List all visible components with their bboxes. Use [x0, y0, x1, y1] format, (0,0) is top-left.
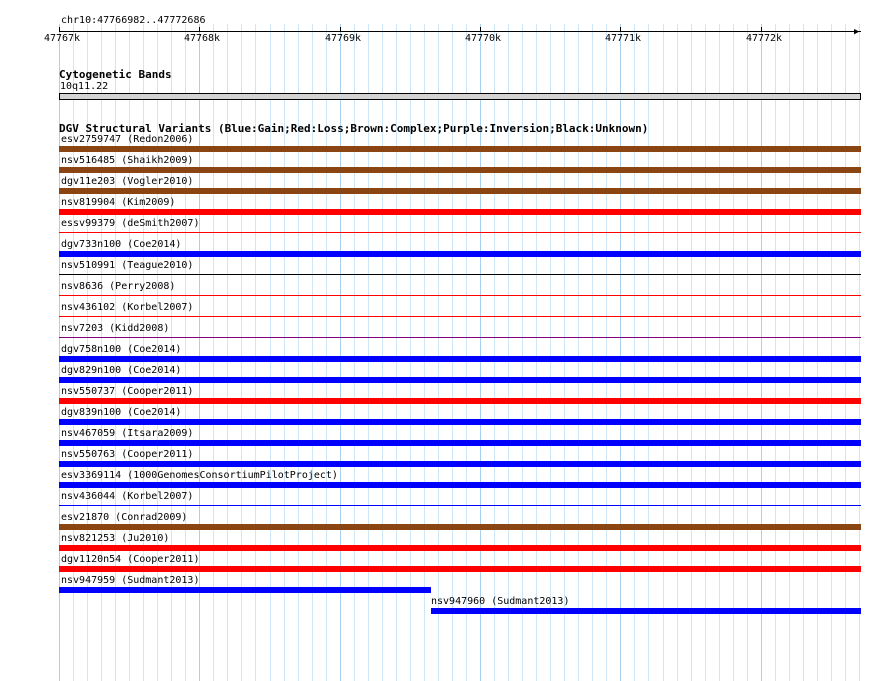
dgv-feature-label: nsv947960 (Sudmant2013) [431, 596, 570, 607]
grid-line [705, 24, 706, 681]
grid-line [817, 24, 818, 681]
dgv-feature-label: esv21870 (Conrad2009) [61, 512, 188, 523]
dgv-feature-bar[interactable] [59, 524, 861, 530]
ruler-tick-label: 47770k [464, 33, 502, 44]
grid-line [733, 24, 734, 681]
dgv-feature-bar[interactable] [59, 167, 861, 173]
dgv-feature-label: nsv550763 (Cooper2011) [61, 449, 194, 460]
ruler-tick [480, 27, 481, 32]
ruler-tick [59, 27, 60, 32]
ruler-tick-label: 47767k [43, 33, 81, 44]
dgv-feature-bar[interactable] [59, 251, 861, 257]
grid-line [719, 24, 720, 681]
dgv-feature-label: dgv758n100 (Coe2014) [61, 344, 182, 355]
dgv-feature-bar[interactable] [59, 419, 861, 425]
dgv-feature-label: dgv1120n54 (Cooper2011) [61, 554, 200, 565]
grid-line [747, 24, 748, 681]
grid-line [831, 24, 832, 681]
dgv-feature-label: nsv7203 (Kidd2008) [61, 323, 170, 334]
cytoband-label: 10q11.22 [60, 81, 109, 92]
dgv-feature-label: nsv947959 (Sudmant2013) [61, 575, 200, 586]
dgv-feature-bar[interactable] [59, 209, 861, 215]
dgv-feature-label: nsv516485 (Shaikh2009) [61, 155, 194, 166]
grid-line [803, 24, 804, 681]
dgv-feature-bar[interactable] [59, 566, 861, 572]
dgv-feature-label: dgv733n100 (Coe2014) [61, 239, 182, 250]
dgv-feature-label: nsv819904 (Kim2009) [61, 197, 176, 208]
cytoband-bar[interactable] [59, 93, 861, 100]
dgv-feature-label: nsv436102 (Korbel2007) [61, 302, 194, 313]
dgv-feature-label: nsv8636 (Perry2008) [61, 281, 176, 292]
dgv-feature-label: esv3369114 (1000GenomesConsortiumPilotProject) [61, 470, 338, 481]
dgv-feature-label: nsv550737 (Cooper2011) [61, 386, 194, 397]
dgv-feature-bar[interactable] [59, 482, 861, 488]
ruler-tick [761, 27, 762, 32]
dgv-feature-label: essv99379 (deSmith2007) [61, 218, 200, 229]
dgv-feature-bar[interactable] [59, 545, 861, 551]
dgv-feature-bar[interactable] [59, 316, 861, 317]
dgv-feature-label: nsv510991 (Teague2010) [61, 260, 194, 271]
dgv-feature-bar[interactable] [59, 377, 861, 383]
ruler-tick-label: 47769k [324, 33, 362, 44]
grid-line [845, 24, 846, 681]
dgv-feature-bar[interactable] [59, 274, 861, 275]
grid-line [677, 24, 678, 681]
dgv-feature-bar[interactable] [59, 461, 861, 467]
grid-line [859, 24, 860, 681]
dgv-feature-bar[interactable] [431, 608, 861, 614]
grid-line [663, 24, 664, 681]
ruler-tick-label: 47768k [183, 33, 221, 44]
ruler-tick [620, 27, 621, 32]
dgv-feature-bar[interactable] [59, 440, 861, 446]
dgv-feature-bar[interactable] [59, 356, 861, 362]
ruler-tick-label: 47771k [604, 33, 642, 44]
grid-line [789, 24, 790, 681]
grid-line [775, 24, 776, 681]
dgv-feature-bar[interactable] [59, 337, 861, 338]
dgv-feature-label: esv2759747 (Redon2006) [61, 134, 194, 145]
ruler-tick [199, 27, 200, 32]
dgv-feature-label: dgv11e203 (Vogler2010) [61, 176, 194, 187]
dgv-feature-bar[interactable] [59, 587, 431, 593]
dgv-feature-bar[interactable] [59, 398, 861, 404]
grid-line [761, 24, 762, 681]
ruler-tick [340, 27, 341, 32]
dgv-feature-bar[interactable] [59, 505, 861, 506]
grid-line [691, 24, 692, 681]
dgv-feature-label: nsv467059 (Itsara2009) [61, 428, 194, 439]
dgv-feature-label: nsv821253 (Ju2010) [61, 533, 170, 544]
dgv-feature-label: nsv436044 (Korbel2007) [61, 491, 194, 502]
arrow-right-icon: ▶ [854, 27, 860, 37]
dgv-track-title: DGV Structural Variants (Blue:Gain;Red:Loss;Brown:Complex;Purple:Inversion;Black:Unknown) [59, 122, 649, 135]
dgv-feature-bar[interactable] [59, 232, 861, 233]
dgv-feature-bar[interactable] [59, 146, 861, 152]
dgv-feature-bar[interactable] [59, 188, 861, 194]
cytoband-track-title: Cytogenetic Bands [59, 68, 172, 81]
dgv-feature-label: dgv839n100 (Coe2014) [61, 407, 182, 418]
dgv-feature-label: dgv829n100 (Coe2014) [61, 365, 182, 376]
ruler-axis [59, 31, 861, 32]
ruler-position-label: chr10:47766982..47772686 [61, 15, 206, 26]
dgv-feature-bar[interactable] [59, 295, 861, 296]
ruler-tick-label: 47772k [745, 33, 783, 44]
